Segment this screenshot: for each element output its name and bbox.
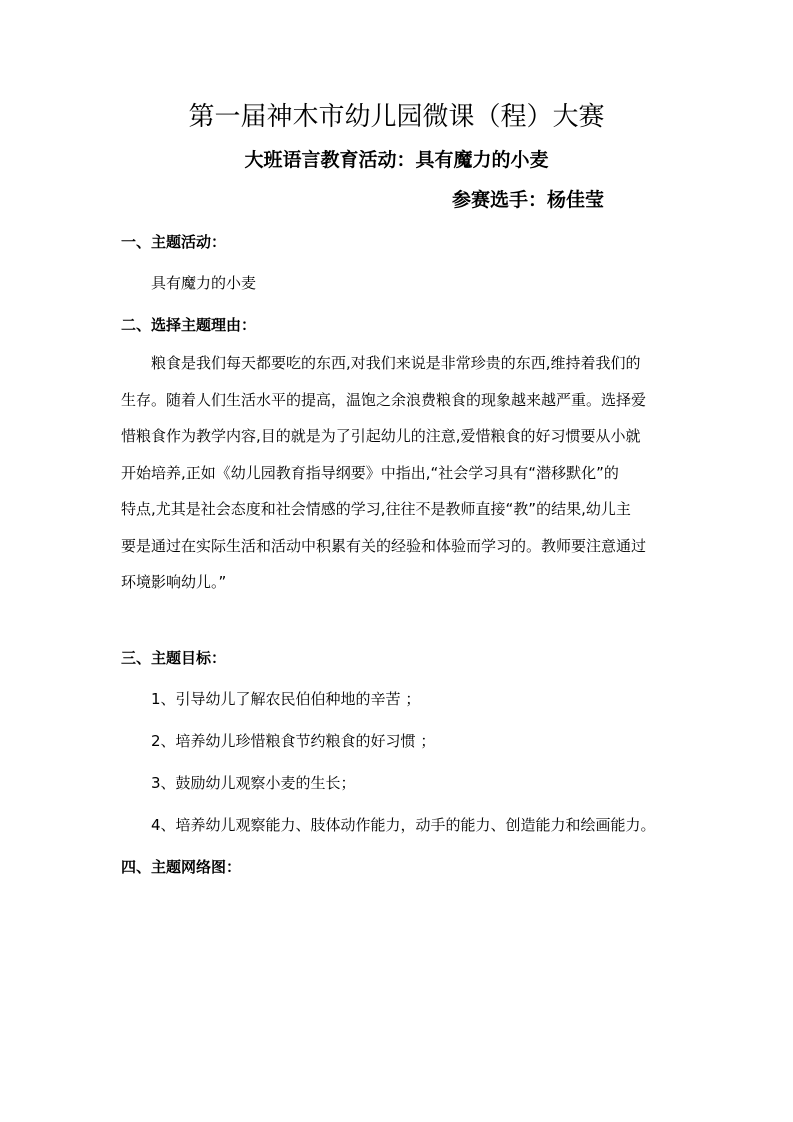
heading-text: 一、主题活动 (121, 233, 212, 251)
paragraph-line: 粮食是我们每天都要吃的东西,对我们来说是非常珍贵的东西,维持着我们的 (121, 354, 641, 372)
paragraph-line: 生存。随着人们生活水平的提高，温饱之余浪费粮食的现象越来越严重。选择爱 (121, 390, 647, 409)
paragraph-line: 开始培养,正如《幼儿园教育指导纲要》中指出,“社会学习具有“潜移默化”的 (121, 463, 619, 482)
theme-activity-content: 具有魔力的小麦 (151, 274, 257, 292)
section-heading-network (121, 854, 241, 880)
heading-colon: ： (211, 233, 227, 251)
heading-text: 四、主题网络图 (121, 858, 227, 876)
goal-item-1: 1、引导幼儿了解农民伯伯种地的辛苦 ； (151, 690, 421, 708)
heading-colon: ： (241, 316, 257, 334)
section-heading-theme-activity (121, 229, 226, 255)
section-heading-reason (121, 312, 256, 338)
heading-text: 三、主题目标 (121, 649, 212, 667)
paragraph-line: 特点,尤其是社会态度和社会情感的学习,往往不是教师直接“教”的结果,幼儿主 (121, 500, 631, 518)
document-subtitle: 大班语言教育活动：具有魔力的小麦 (244, 149, 549, 171)
goal-item-2: 2、培养幼儿珍惜粮食节约粮食的好习惯 ； (151, 732, 436, 750)
author-line: 参赛选手：杨佳莹 (452, 189, 605, 211)
heading-colon: ： (226, 858, 242, 876)
reason-paragraph (121, 345, 677, 601)
paragraph-line: 环境影响幼儿。” (121, 573, 227, 591)
paragraph-line: 要是通过在实际生活和活动中积累有关的经验和体验而学习的。教师要注意通过 (121, 536, 647, 555)
heading-colon: ： (211, 649, 227, 667)
section-heading-goals (121, 645, 226, 671)
paragraph-line: 惜粮食作为教学内容,目的就是为了引起幼儿的注意,爱惜粮食的好习惯要从小就 (121, 427, 641, 445)
heading-text: 二、选择主题理由 (121, 316, 242, 334)
goal-item-3: 3、鼓励幼儿观察小麦的生长； (151, 774, 356, 792)
document-title: 第一届神木市幼儿园微课（程）大赛 (188, 102, 605, 132)
goal-item-4: 4、培养幼儿观察能力、肢体动作能力，动手的能力、创造能力和绘画能力。 (151, 816, 656, 834)
